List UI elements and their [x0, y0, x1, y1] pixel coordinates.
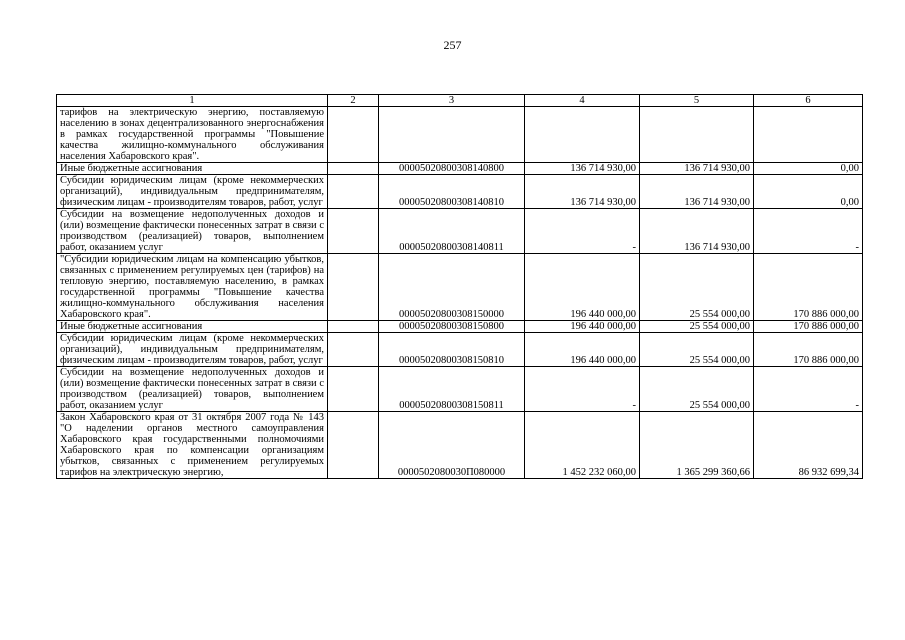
row-amount-col-5: 1 365 299 360,66	[640, 412, 754, 479]
row-amount-col-6: 86 932 699,34	[754, 412, 863, 479]
row-amount-col-4: 136 714 930,00	[525, 163, 640, 175]
row-description: Субсидии юридическим лицам (кроме некоммерческих организаций), индивидуальным предпринимателям, физическим лицам - производителям товаров, работ, услуг	[57, 333, 328, 367]
row-amount-col-6: -	[754, 209, 863, 254]
header-col-2: 2	[328, 95, 379, 107]
row-description: тарифов на электрическую энергию, поставляемую населению в зонах децентрализованного энергоснабжения в рамках государственной программы "Повышение качества жилищно-коммунального обслуживания населения Хабаровского края".	[57, 107, 328, 163]
row-col-2	[328, 333, 379, 367]
row-description: Закон Хабаровского края от 31 октября 2007 года № 143 "О наделении органов местного самоуправления Хабаровского края государственными полномочиями Хабаровского края по компенсации организациям убытков, связанных с применением регулируемых тарифов на электрическую энергию,	[57, 412, 328, 479]
table-header-row	[57, 95, 863, 107]
row-budget-code: 00005020800308150000	[379, 254, 525, 321]
row-budget-code: 0000502080030П080000	[379, 412, 525, 479]
row-col-2	[328, 209, 379, 254]
row-amount-col-5: 25 554 000,00	[640, 333, 754, 367]
table-row	[57, 333, 863, 367]
header-col-1: 1	[57, 95, 328, 107]
row-amount-col-4: 136 714 930,00	[525, 175, 640, 209]
page-number: 257	[443, 38, 462, 52]
row-amount-col-6: 0,00	[754, 163, 863, 175]
row-amount-col-6: -	[754, 367, 863, 412]
row-amount-col-5: 25 554 000,00	[640, 254, 754, 321]
table-body	[57, 107, 863, 479]
row-budget-code: 00005020800308150811	[379, 367, 525, 412]
row-amount-col-6	[754, 107, 863, 163]
row-budget-code: 00005020800308150810	[379, 333, 525, 367]
row-amount-col-6: 0,00	[754, 175, 863, 209]
table-row	[57, 321, 863, 333]
row-col-2	[328, 321, 379, 333]
row-amount-col-4	[525, 107, 640, 163]
header-col-5: 5	[640, 95, 754, 107]
row-amount-col-4: 196 440 000,00	[525, 321, 640, 333]
row-col-2	[328, 254, 379, 321]
row-budget-code: 00005020800308140811	[379, 209, 525, 254]
row-budget-code	[379, 107, 525, 163]
table-row	[57, 175, 863, 209]
row-amount-col-4: -	[525, 367, 640, 412]
budget-table	[56, 94, 863, 479]
row-budget-code: 00005020800308150800	[379, 321, 525, 333]
row-description: Иные бюджетные ассигнования	[57, 321, 328, 333]
row-col-2	[328, 107, 379, 163]
row-amount-col-5: 136 714 930,00	[640, 163, 754, 175]
row-description: Субсидии на возмещение недополученных доходов и (или) возмещение фактически понесенных затрат в связи с производством (реализацией) товаров, выполнением работ, оказанием услуг	[57, 367, 328, 412]
row-amount-col-6: 170 886 000,00	[754, 333, 863, 367]
row-amount-col-5: 25 554 000,00	[640, 367, 754, 412]
row-amount-col-4: 196 440 000,00	[525, 254, 640, 321]
row-col-2	[328, 367, 379, 412]
row-budget-code: 00005020800308140800	[379, 163, 525, 175]
header-col-3: 3	[379, 95, 525, 107]
row-col-2	[328, 412, 379, 479]
row-amount-col-4: 196 440 000,00	[525, 333, 640, 367]
table-row	[57, 209, 863, 254]
row-amount-col-4: -	[525, 209, 640, 254]
table-row	[57, 163, 863, 175]
table-row	[57, 107, 863, 163]
row-amount-col-6: 170 886 000,00	[754, 321, 863, 333]
header-col-4: 4	[525, 95, 640, 107]
row-description: Иные бюджетные ассигнования	[57, 163, 328, 175]
row-amount-col-6: 170 886 000,00	[754, 254, 863, 321]
row-amount-col-5: 136 714 930,00	[640, 209, 754, 254]
row-col-2	[328, 175, 379, 209]
row-description: "Субсидии юридическим лицам на компенсацию убытков, связанных с применением регулируемых цен (тарифов) на тепловую энергию, поставляемую населению, в рамках государственной программы "Повышение качества жилищно-коммунального обслуживания населения Хабаровского края".	[57, 254, 328, 321]
table-row	[57, 254, 863, 321]
row-col-2	[328, 163, 379, 175]
table-row	[57, 412, 863, 479]
row-amount-col-5: 25 554 000,00	[640, 321, 754, 333]
table-row	[57, 367, 863, 412]
row-amount-col-4: 1 452 232 060,00	[525, 412, 640, 479]
row-budget-code: 00005020800308140810	[379, 175, 525, 209]
header-col-6: 6	[754, 95, 863, 107]
row-description: Субсидии на возмещение недополученных доходов и (или) возмещение фактически понесенных затрат в связи с производством (реализацией) товаров, выполнением работ, оказанием услуг	[57, 209, 328, 254]
row-amount-col-5: 136 714 930,00	[640, 175, 754, 209]
row-description: Субсидии юридическим лицам (кроме некоммерческих организаций), индивидуальным предпринимателям, физическим лицам - производителям товаров, работ, услуг	[57, 175, 328, 209]
row-amount-col-5	[640, 107, 754, 163]
